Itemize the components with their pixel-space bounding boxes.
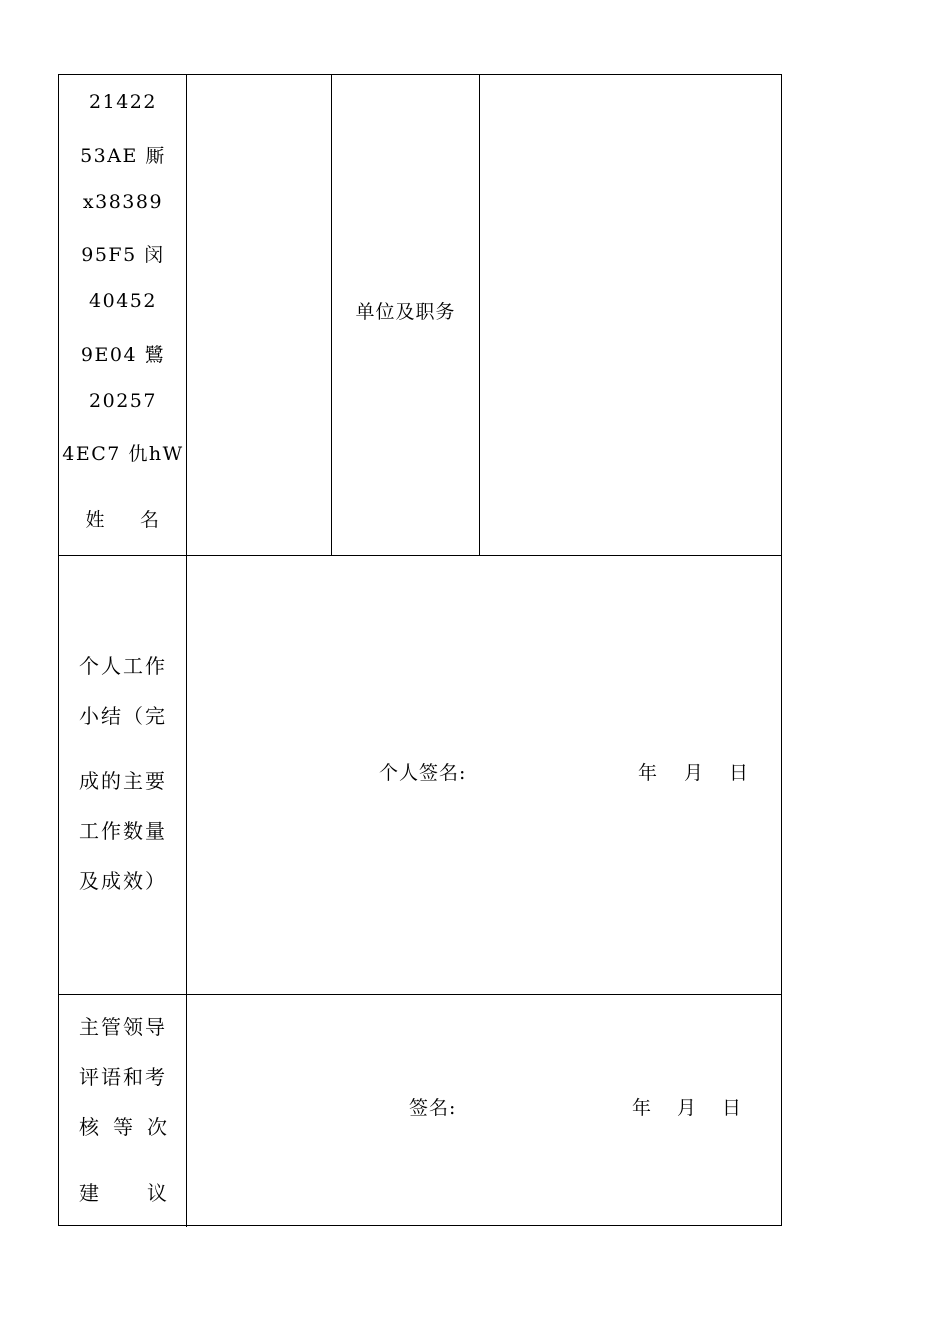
work-summary-label-line: 小结（完: [79, 704, 167, 728]
date-day-label: 日: [729, 762, 750, 784]
supervisor-label-char: 等: [113, 1115, 133, 1139]
date-month-label: 月: [677, 1097, 698, 1119]
personal-signature-label: 个人签名:: [379, 762, 467, 784]
supervisor-comment-row: [59, 995, 781, 1227]
code-line-8: 4EC7 仇hW: [62, 443, 184, 465]
date-month-label: 月: [684, 762, 705, 784]
name-value-cell[interactable]: [187, 75, 331, 555]
code-line-4: 95F5 闵: [81, 244, 165, 266]
supervisor-label-char: 核: [79, 1115, 99, 1139]
supervisor-label-char: 建: [79, 1181, 99, 1205]
work-summary-label-line: 工作数量: [79, 819, 167, 843]
work-summary-row: [59, 556, 781, 995]
name-label: [59, 505, 187, 532]
code-line-5: 40452: [89, 290, 157, 312]
supervisor-label-char: 次: [147, 1115, 167, 1139]
work-summary-label-line: 及成效）: [79, 869, 167, 893]
work-summary-label-line: 个人工作: [79, 654, 167, 678]
work-summary-content-cell[interactable]: [187, 556, 781, 994]
code-line-2: 53AE 厮: [80, 145, 166, 167]
appraisal-form-table: [58, 74, 782, 1226]
code-line-1: 21422: [89, 91, 157, 113]
supervisor-label-char: 议: [147, 1181, 167, 1205]
date-year-label: 年: [632, 1097, 653, 1119]
date-year-label: 年: [638, 762, 659, 784]
code-line-7: 20257: [89, 390, 157, 412]
name-label-char: 名: [140, 509, 161, 531]
date-day-label: 日: [722, 1097, 743, 1119]
supervisor-label-line: [79, 1111, 167, 1140]
code-line-6: 9E04 鷺: [80, 344, 166, 366]
unit-position-value-cell[interactable]: [480, 75, 781, 555]
code-line-3: x38389: [82, 191, 164, 213]
name-label-char: 姓: [85, 509, 106, 531]
supervisor-label-line: 评语和考: [79, 1065, 167, 1089]
supervisor-label-line: 主管领导: [79, 1015, 167, 1039]
work-summary-label-line: 成的主要: [79, 769, 167, 793]
supervisor-label-line: [79, 1177, 167, 1206]
supervisor-comment-content-cell[interactable]: [187, 995, 781, 1227]
unit-position-label: 单位及职务: [355, 301, 456, 323]
supervisor-signature-label: 签名:: [409, 1097, 457, 1119]
name-row: [59, 75, 781, 556]
